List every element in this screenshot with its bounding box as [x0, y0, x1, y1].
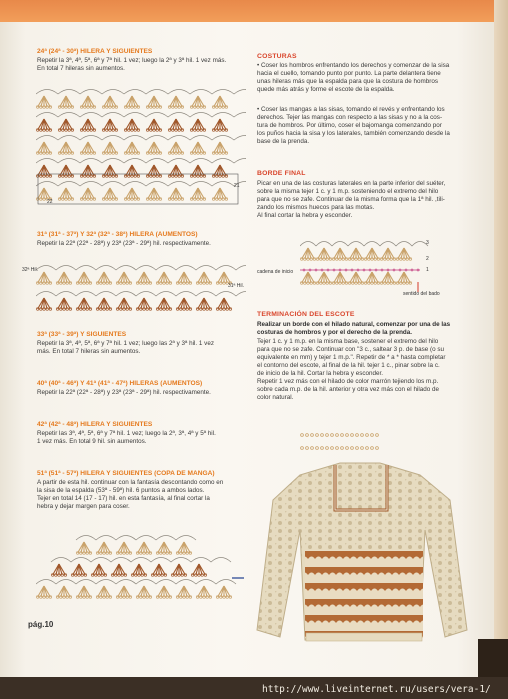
text-line: Repetir la 22ª (22ª - 28ª) y 23ª (23ª - 29ª) hil. respectivamente. — [37, 389, 211, 396]
stitch-fan — [168, 119, 183, 131]
text-line: • Coser las mangas a las sisas, tomando el revés y enfrentando los — [257, 106, 445, 113]
chain-arches — [300, 242, 428, 247]
section-heading-borde: BORDE FINAL — [257, 170, 306, 177]
chain-stitch — [351, 269, 354, 272]
chain-arches — [36, 90, 246, 95]
stitch-fan — [102, 119, 117, 131]
chart-row — [51, 558, 231, 577]
stitch-fan — [216, 298, 231, 310]
stitch-fan — [348, 272, 363, 284]
stitch-fan — [116, 586, 131, 598]
stitch-fan — [116, 298, 131, 310]
chain-stitch — [376, 434, 379, 437]
chain-stitch — [346, 447, 349, 450]
chart-row — [36, 580, 236, 599]
stitch-fan — [216, 586, 231, 598]
section-title: 31ª (31ª - 37ª) Y 32ª (32ª - 38ª) HILERA (AUMENTOS) — [37, 231, 198, 238]
chain-stitch — [356, 434, 359, 437]
stitch-fan — [364, 272, 379, 284]
stitch-fan — [191, 564, 206, 576]
stitch-fan — [36, 272, 51, 284]
stitch-fan — [380, 272, 395, 284]
stitch-fan — [300, 248, 315, 260]
chain-stitch — [371, 434, 374, 437]
chain-stitch — [336, 447, 339, 450]
text-line: Picar en una de las costuras laterales en la parte inferior del suéter, — [257, 180, 446, 187]
stitch-fan — [168, 96, 183, 108]
stitch-fan — [76, 586, 91, 598]
chain-stitch — [345, 269, 348, 272]
stitch-fan — [102, 96, 117, 108]
chart-label: sentido del bado — [403, 291, 440, 297]
row-number: 1 — [426, 267, 429, 273]
chain-stitch — [311, 447, 314, 450]
stitch-fan — [76, 542, 91, 554]
page-number: pág.10 — [28, 620, 54, 629]
crochet-chart-body — [36, 82, 246, 207]
row-number: 3 — [426, 240, 429, 246]
chain-stitch — [411, 269, 414, 272]
chain-arches — [51, 558, 231, 563]
chain-stitch — [376, 447, 379, 450]
text-line: más. En total 7 hileras sin aumentos. — [37, 348, 141, 355]
stitch-fan — [136, 586, 151, 598]
stitch-fan — [212, 96, 227, 108]
section-heading-costuras: COSTURAS — [257, 53, 297, 60]
text-line: Repetir 1 vez más con el hilado de color marrón tejiendo los m.p. — [257, 378, 439, 385]
section-title: 40ª (40ª - 46ª) Y 41ª (41ª - 47ª) HILERAS (AUMENTOS) — [37, 380, 203, 387]
stitch-fan — [146, 165, 161, 177]
chain-stitch — [306, 434, 309, 437]
chain-arches — [36, 266, 246, 271]
text-line-bold: Realizar un borde con el hilado natural, comenzar por una de las — [257, 321, 451, 328]
stitch-fan — [102, 142, 117, 154]
chain-arches — [76, 536, 196, 541]
crochet-chart-sleeve-cap — [36, 528, 246, 606]
stitch-fan — [396, 248, 411, 260]
chain-stitch — [309, 269, 312, 272]
section-title: 33ª (33ª - 39ª) Y SIGUIENTES — [37, 331, 127, 338]
stitch-fan — [36, 119, 51, 131]
section-title: 42ª (42ª - 48ª) HILERA Y SIGUIENTES — [37, 421, 153, 428]
stitch-fan — [58, 119, 73, 131]
text-line: En total 7 hileras sin aumentos. — [37, 65, 125, 72]
stitch-fan — [71, 564, 86, 576]
chain-stitch — [303, 269, 306, 272]
stitch-fan — [190, 142, 205, 154]
stitch-fan — [156, 586, 171, 598]
text-line: color natural. — [257, 394, 294, 401]
chain-stitch — [356, 447, 359, 450]
chain-stitch — [331, 447, 334, 450]
stitch-fan — [116, 272, 131, 284]
chain-stitch — [381, 269, 384, 272]
stitch-fan — [168, 188, 183, 200]
stitch-fan — [212, 142, 227, 154]
stitch-fan — [136, 542, 151, 554]
row-number: 22 — [47, 199, 53, 205]
stitch-fan — [332, 248, 347, 260]
stitch-fan — [124, 142, 139, 154]
stitch-fan — [396, 272, 411, 284]
chain-stitch — [306, 447, 309, 450]
text-line: base de la prenda. — [257, 138, 310, 145]
chain-stitch — [336, 434, 339, 437]
text-line: quede más atrás y forme el escote de la espalda. — [257, 86, 395, 93]
stitch-fan — [196, 586, 211, 598]
text-line: tura de hombros. Por último, coser el bajomanga comenzando por — [257, 122, 442, 129]
crochet-chart-border — [300, 232, 435, 300]
chain-stitch — [363, 269, 366, 272]
stitch-fan — [80, 165, 95, 177]
stitch-fan — [316, 248, 331, 260]
stitch-fan — [196, 298, 211, 310]
chain-stitch — [301, 447, 304, 450]
chain-stitch — [331, 434, 334, 437]
text-line: la sisa de la espalda (53ª - 59ª) hil. 6 puntos a ambos lados. — [37, 487, 205, 494]
stitch-fan — [316, 272, 331, 284]
stitch-fan — [136, 272, 151, 284]
chain-stitch — [316, 447, 319, 450]
stitch-fan — [102, 165, 117, 177]
text-line: hacia el cuello, tomando punto por punto. La parte delantera tiene — [257, 70, 441, 77]
stitch-fan — [146, 188, 161, 200]
stitch-fan — [146, 96, 161, 108]
stitch-fan — [176, 298, 191, 310]
chain-arches — [36, 159, 246, 164]
stitch-fan — [131, 564, 146, 576]
row-label: 31ª Hil. — [228, 283, 245, 289]
stitch-fan — [136, 298, 151, 310]
row-number: 2 — [426, 256, 429, 262]
stitch-fan — [176, 272, 191, 284]
crochet-chart-neckline — [300, 428, 380, 456]
chain-arches — [36, 182, 246, 187]
chain-stitch — [321, 269, 324, 272]
text-line: Repetir las 3ª, 4ª, 5ª, 6ª y 7ª hil. 1 vez; luego la 2ª, 3ª, 4ª y 5ª hil. — [37, 430, 216, 437]
stitch-fan — [212, 119, 227, 131]
stitch-fan — [76, 272, 91, 284]
chain-stitch — [366, 447, 369, 450]
stitch-fan — [124, 165, 139, 177]
text-line: los puños hacia la sisa y los laterales, también comenzando desde la — [257, 130, 450, 137]
text-line: de inicio de la hil. Cortar la hebra y esconder. — [257, 370, 384, 377]
text-line: A partir de esta hil. continuar con la fantasía descontando como en — [37, 479, 224, 486]
chain-stitch — [399, 269, 402, 272]
stitch-fan — [212, 165, 227, 177]
section-heading-escote: TERMINACIÓN DEL ESCOTE — [257, 311, 355, 318]
stitch-fan — [111, 564, 126, 576]
text-line: hebra y dejar margen para coser. — [37, 503, 130, 510]
text-line-bold: costuras de hombros y por el derecho de la prenda. — [257, 329, 413, 336]
chain-stitch — [351, 447, 354, 450]
stitch-fan — [156, 272, 171, 284]
chain-stitch — [301, 434, 304, 437]
stitch-fan — [124, 96, 139, 108]
text-line: Repetir la 3ª, 4ª, 5ª, 6ª y 7ª hil. 1 vez; luego las 2ª y 3ª hil. 1 vez — [37, 340, 214, 347]
stitch-fan — [156, 298, 171, 310]
stitch-fan — [80, 96, 95, 108]
stitch-fan — [36, 142, 51, 154]
stitch-fan — [96, 542, 111, 554]
stitch-fan — [156, 542, 171, 554]
stitch-fan — [190, 188, 205, 200]
stitch-fan — [36, 165, 51, 177]
text-line: derechos. Tejer las mangas con respecto a las sisas y no a la cos- — [257, 114, 443, 121]
stitch-fan — [91, 564, 106, 576]
text-line: Al final cortar la hebra y esconder. — [257, 212, 353, 219]
text-line: 1 vez más. En total 9 hil. sin aumentos. — [37, 438, 147, 445]
stitch-fan — [80, 142, 95, 154]
chain-stitch — [375, 269, 378, 272]
chain-stitch — [339, 269, 342, 272]
stitch-fan — [348, 248, 363, 260]
stitch-fan — [80, 119, 95, 131]
stitch-fan — [58, 142, 73, 154]
chain-stitch — [326, 434, 329, 437]
stitch-fan — [190, 165, 205, 177]
chain-stitch — [361, 434, 364, 437]
text-line: unas hileras más que la espalda para que la costura de hombros — [257, 78, 438, 85]
stitch-fan — [58, 96, 73, 108]
chain-stitch — [316, 434, 319, 437]
text-line: zando los mismos huecos para las motas. — [257, 204, 375, 211]
stitch-fan — [380, 248, 395, 260]
stitch-fan — [56, 298, 71, 310]
text-line: Tejer 1 c. y 1 m.p. en la misma base, sostener el extremo del hilo — [257, 338, 439, 345]
chain-stitch — [311, 434, 314, 437]
stitch-fan — [176, 586, 191, 598]
stitch-fan — [36, 298, 51, 310]
stitch-fan — [116, 542, 131, 554]
stitch-fan — [96, 298, 111, 310]
stitch-fan — [58, 188, 73, 200]
stitch-fan — [56, 586, 71, 598]
chain-stitch — [321, 434, 324, 437]
stitch-fan — [151, 564, 166, 576]
chain-stitch — [326, 447, 329, 450]
chain-stitch — [346, 434, 349, 437]
text-line: para que no se zafe. Continuar de la misma forma que la 1ª hil. ,tili- — [257, 196, 445, 203]
stitch-fan — [364, 248, 379, 260]
chain-stitch — [366, 434, 369, 437]
chain-stitch — [321, 447, 324, 450]
stitch-fan — [76, 298, 91, 310]
text-line: sobre cada m.p. de la hil. anterior y otra vez más con el hilado de — [257, 386, 440, 393]
stitch-fan — [51, 564, 66, 576]
row-number: 21 — [234, 183, 240, 189]
chain-arches — [36, 136, 246, 141]
text-line: Tejer en total 14 (17 - 17) hil. en esta fantasía, al final cortar la — [37, 495, 210, 502]
chain-stitch — [351, 434, 354, 437]
crochet-chart-increase — [36, 256, 246, 318]
stitch-fan — [102, 188, 117, 200]
text-line: Repetir la 22ª (22ª - 28ª) y 23ª (23ª - 29ª) hil. respectivamente. — [37, 240, 211, 247]
stitch-fan — [146, 142, 161, 154]
stitch-fan — [171, 564, 186, 576]
chain-stitch — [405, 269, 408, 272]
stitch-fan — [168, 142, 183, 154]
sweater-photo — [245, 455, 475, 670]
chain-stitch — [341, 447, 344, 450]
chain-arches — [36, 113, 246, 118]
chain-stitch — [387, 269, 390, 272]
chain-stitch — [333, 269, 336, 272]
stitch-fan — [80, 188, 95, 200]
stitch-fan — [56, 272, 71, 284]
stitch-fan — [36, 96, 51, 108]
chain-arches — [36, 580, 236, 585]
chart-row — [76, 536, 196, 555]
stitch-fan — [190, 119, 205, 131]
stitch-fan — [36, 586, 51, 598]
stitch-fan — [168, 165, 183, 177]
text-line: equivalente en mm) y tejer 1 m.p.". Repetir de * a * hasta completar — [257, 354, 446, 361]
text-line: • Coser los hombros enfrentando los derechos y comenzar de la sisa — [257, 62, 450, 69]
section-title: 24ª (24ª - 30ª) HILERA Y SIGUIENTES — [37, 48, 153, 55]
chain-arches — [36, 292, 246, 297]
chain-stitch — [371, 447, 374, 450]
chain-stitch — [393, 269, 396, 272]
stitch-fan — [212, 188, 227, 200]
chain-stitch — [327, 269, 330, 272]
chain-stitch — [341, 434, 344, 437]
text-line: para que no se zafe. Continuar con "3 c., saltear 3 p. de base (o su — [257, 346, 445, 353]
stitch-fan — [196, 272, 211, 284]
stitch-fan — [300, 272, 315, 284]
stitch-fan — [146, 119, 161, 131]
chart-label: cadena de inicio — [257, 269, 294, 275]
stitch-fan — [96, 272, 111, 284]
watermark-url: http://www.liveinternet.ru/users/vera-1/ — [262, 684, 491, 695]
chain-stitch — [417, 269, 420, 272]
stitch-fan — [176, 542, 191, 554]
stitch-fan — [96, 586, 111, 598]
stitch-fan — [124, 188, 139, 200]
text-line: sobre la misma tejer 1 c. y 1 m.p. sosteniendo el extremo del hilo — [257, 188, 439, 195]
stitch-fan — [190, 96, 205, 108]
text-line: Repetir la 3ª, 4ª, 5ª, 6ª y 7ª hil. 1 vez; luego la 2ª y 3ª hil. 1 vez más. — [37, 57, 227, 64]
stitch-fan — [58, 165, 73, 177]
stitch-fan — [332, 272, 347, 284]
section-title: 51ª (51ª - 57ª) HILERA Y SIGUIENTES (COPA DE MANGA) — [37, 470, 215, 477]
top-color-band — [0, 0, 508, 22]
chain-stitch — [369, 269, 372, 272]
chain-stitch — [315, 269, 318, 272]
page-spine — [494, 0, 508, 699]
row-label: 32ª Hil. — [22, 267, 39, 273]
text-line: el contorno del escote, al final de la hil. tejer 1 c., pinar sobre la c. — [257, 362, 440, 369]
chain-stitch — [361, 447, 364, 450]
stitch-fan — [124, 119, 139, 131]
chain-stitch — [357, 269, 360, 272]
